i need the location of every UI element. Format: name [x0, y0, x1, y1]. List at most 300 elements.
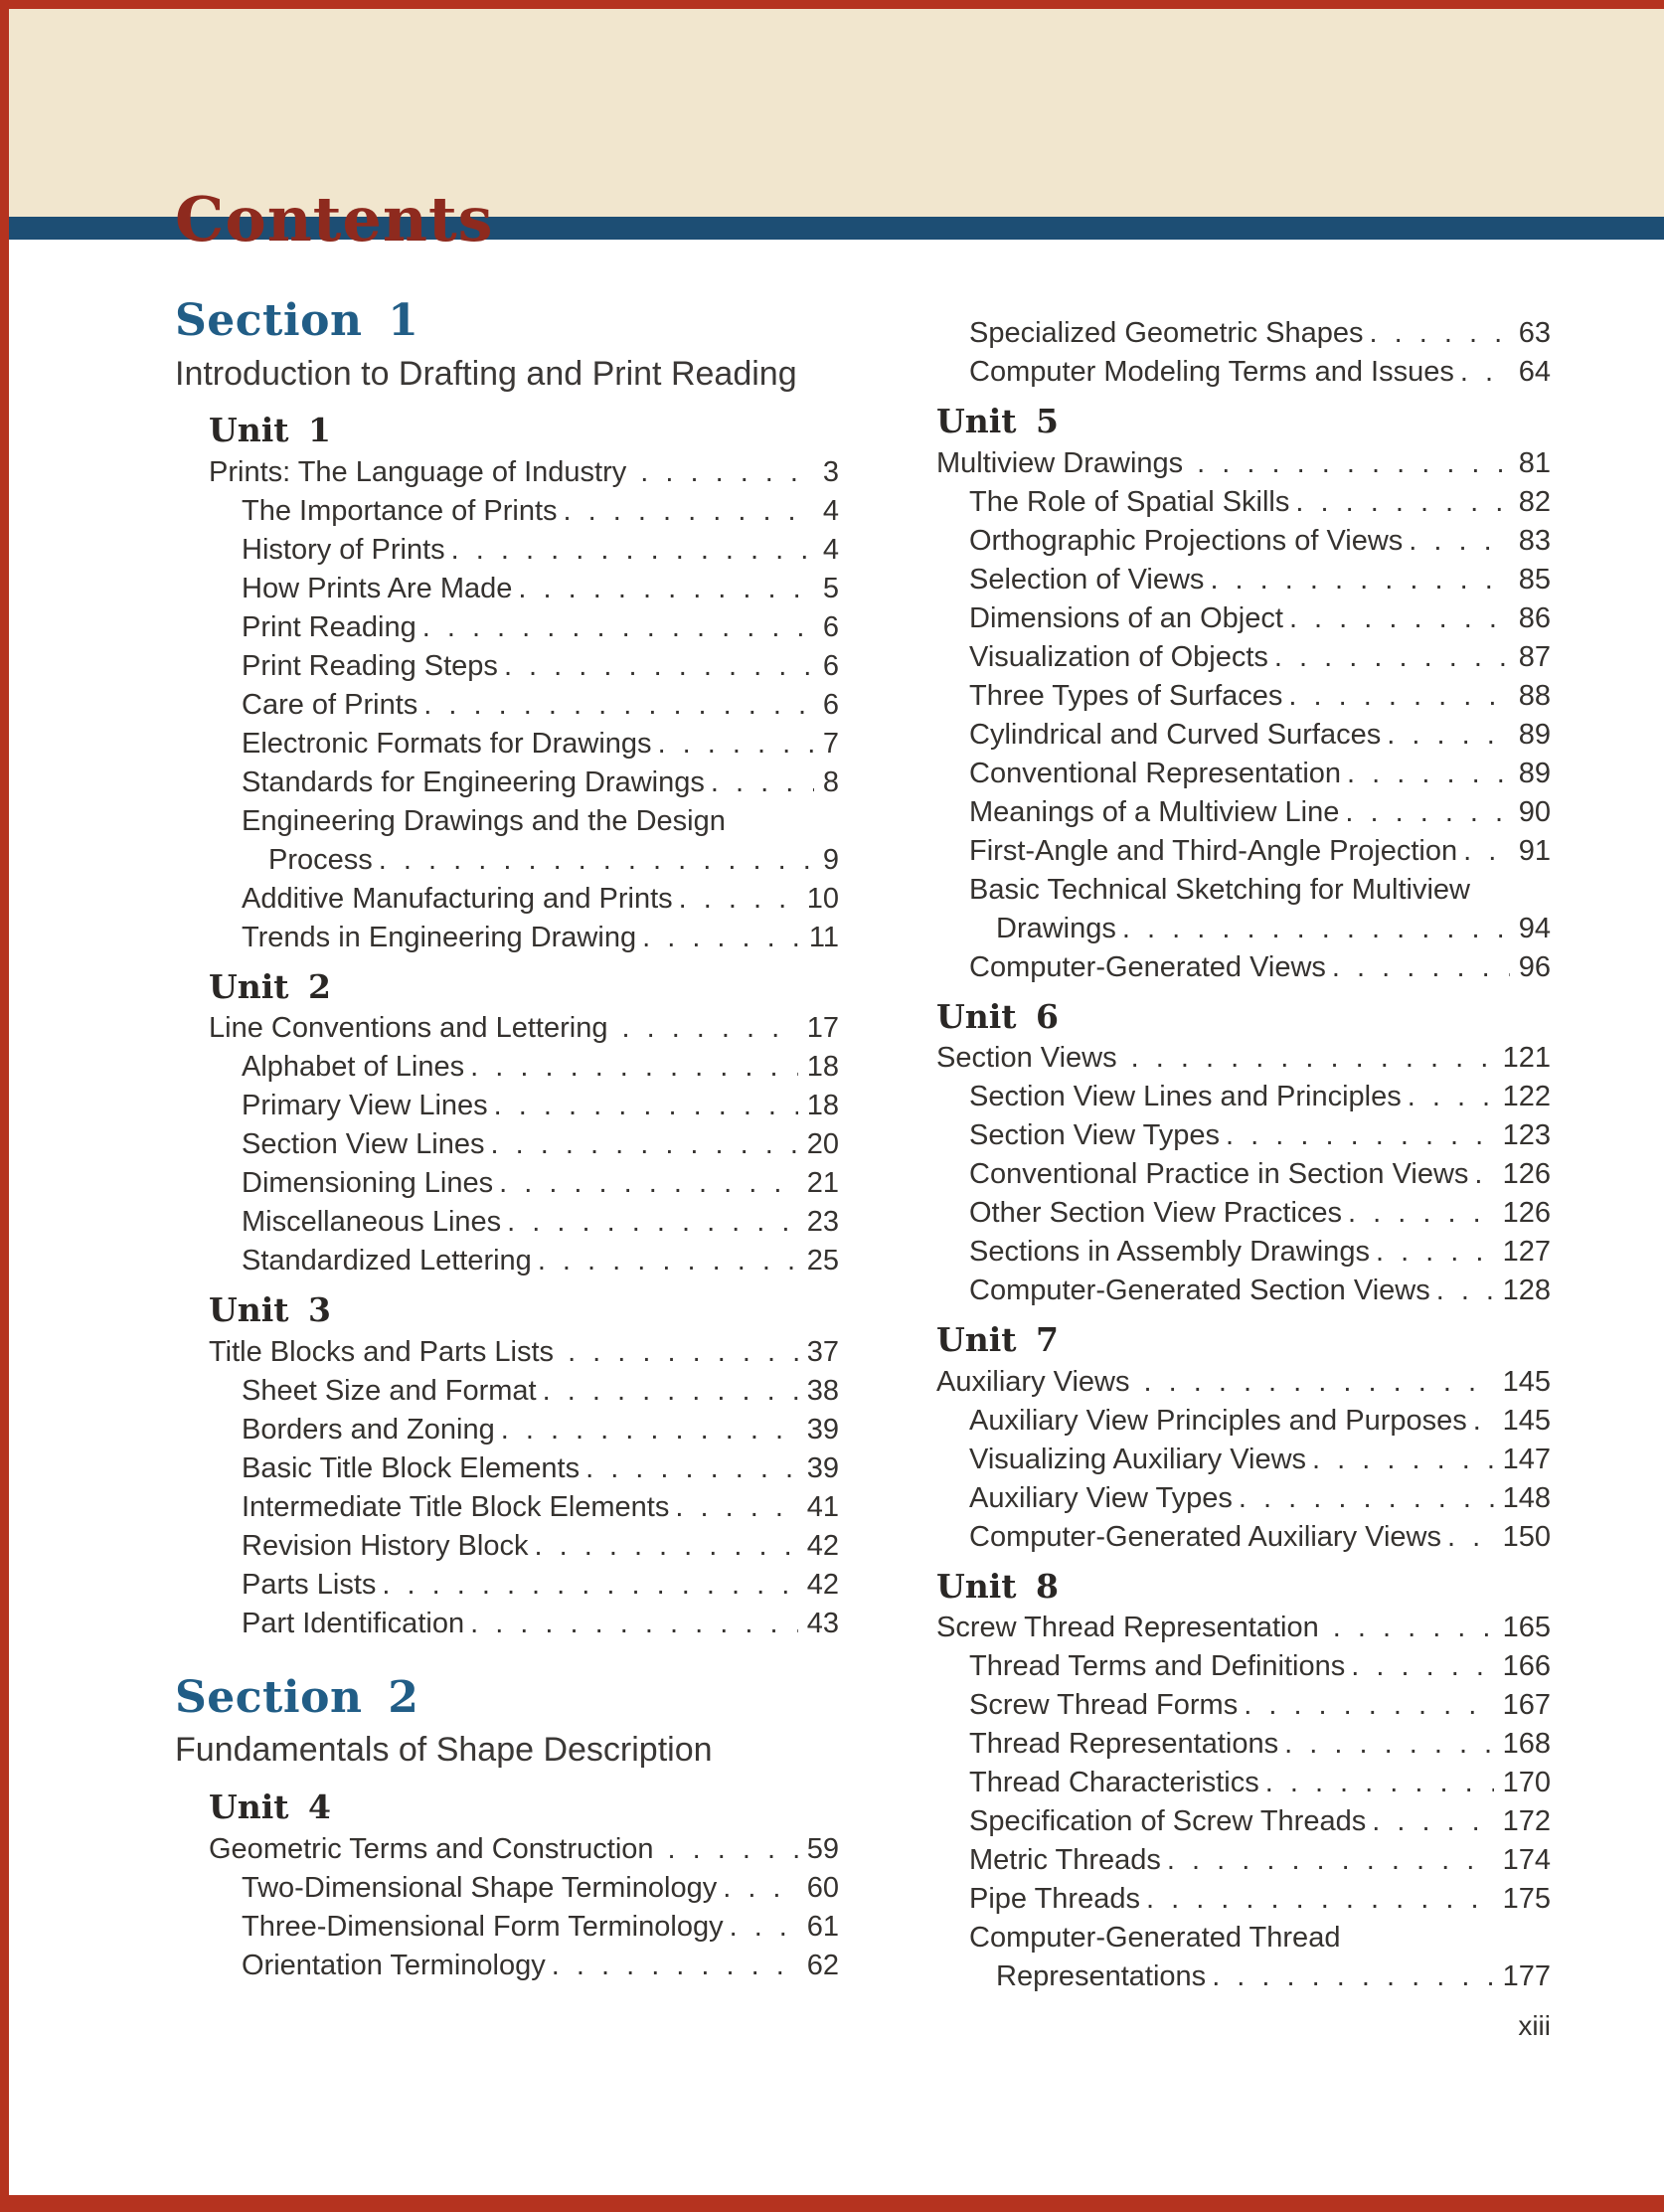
entry-label: Auxiliary Views — [936, 1365, 1130, 1398]
toc-entry — [242, 531, 839, 570]
entry-label: History of Prints — [242, 533, 445, 566]
toc-entry — [242, 919, 839, 957]
toc-entry — [936, 1363, 1551, 1402]
entry-label: Standardized Lettering — [242, 1245, 532, 1277]
dot-leader — [1376, 1233, 1494, 1272]
entry-page: 17 — [806, 1012, 839, 1045]
entry-page: 11 — [808, 921, 839, 953]
unit-block — [936, 1567, 1551, 1997]
dot-leader — [552, 1947, 798, 1985]
entry-page: 128 — [1502, 1275, 1551, 1307]
entry-label: Print Reading — [242, 610, 416, 643]
dot-leader — [1460, 353, 1510, 392]
entry-page: 88 — [1518, 679, 1551, 712]
dot-leader — [668, 1830, 798, 1869]
toc-entry — [242, 570, 839, 608]
dot-leader — [1333, 1609, 1494, 1647]
dot-leader — [507, 1203, 798, 1242]
toc-entry — [969, 1194, 1551, 1233]
entry-page: 10 — [806, 882, 839, 915]
entry-page: 127 — [1502, 1236, 1551, 1269]
entry-label: Sheet Size and Format — [242, 1374, 537, 1407]
entry-page: 3 — [822, 455, 839, 488]
entry-label: Three-Dimensional Form Terminology — [242, 1910, 724, 1943]
toc-entry — [969, 1518, 1551, 1557]
toc-entry — [969, 1802, 1551, 1841]
toc-column-right — [903, 314, 1551, 2006]
unit-continued-entries — [936, 314, 1551, 392]
dot-leader — [470, 1048, 798, 1087]
dot-leader — [711, 764, 814, 802]
entry-page: 96 — [1518, 950, 1551, 983]
toc-entry — [969, 561, 1551, 599]
entry-label: Miscellaneous Lines — [242, 1206, 502, 1239]
toc-entry — [969, 483, 1551, 522]
section-block — [175, 1673, 839, 1772]
dot-leader — [1265, 1764, 1494, 1802]
dot-leader — [518, 570, 813, 608]
entry-page: 86 — [1518, 601, 1551, 634]
dot-leader — [1167, 1841, 1494, 1880]
dot-leader — [1463, 832, 1510, 871]
entry-label: Computer Modeling Terms and Issues — [969, 356, 1454, 388]
toc-entry — [996, 910, 1551, 948]
dot-leader — [1274, 638, 1510, 677]
dot-leader — [568, 1333, 798, 1372]
entry-label: Auxiliary View Principles and Purposes — [969, 1404, 1467, 1437]
dot-leader — [658, 725, 814, 764]
unit-heading: Unit 5 — [936, 402, 1060, 440]
page-title: Contents — [175, 182, 494, 255]
entry-page: 89 — [1518, 757, 1551, 789]
dot-leader — [1295, 483, 1509, 522]
dot-leader — [1143, 1363, 1493, 1402]
dot-leader — [1332, 948, 1510, 987]
toc-column-left — [175, 296, 839, 1995]
entry-label: Electronic Formats for Drawings — [242, 727, 652, 760]
toc-entry — [969, 599, 1551, 638]
entry-page: 170 — [1502, 1767, 1551, 1799]
dot-leader — [1122, 910, 1510, 948]
entry-label: Thread Representations — [969, 1728, 1279, 1761]
dot-leader — [1212, 1957, 1493, 1996]
entry-label: Cylindrical and Curved Surfaces — [969, 718, 1382, 751]
entry-label: Section View Types — [969, 1119, 1221, 1152]
toc-entry — [242, 1566, 839, 1605]
entry-page: 4 — [822, 494, 839, 527]
dot-leader — [1146, 1880, 1494, 1919]
entry-label: Orthographic Projections of Views — [969, 524, 1404, 557]
unit-block — [936, 1320, 1551, 1557]
unit-block — [209, 411, 839, 957]
entry-page: 18 — [806, 1051, 839, 1084]
entry-page: 126 — [1502, 1197, 1551, 1230]
page-edge-bottom — [0, 2195, 1664, 2212]
section-block — [175, 296, 839, 395]
dot-leader — [1370, 314, 1510, 353]
entry-page: 122 — [1502, 1081, 1551, 1113]
unit-block — [936, 997, 1551, 1311]
entry-label: Conventional Representation — [969, 757, 1342, 789]
entry-label: Title Blocks and Parts Lists — [209, 1335, 555, 1368]
entry-label: Engineering Drawings and the Design — [242, 804, 726, 837]
entry-label: Thread Characteristics — [969, 1767, 1259, 1799]
entry-page: 6 — [822, 688, 839, 721]
toc-entry — [969, 677, 1551, 716]
entry-label: Multiview Drawings — [936, 446, 1184, 479]
entry-label: Specialized Geometric Shapes — [969, 317, 1364, 349]
entry-label: Basic Title Block Elements — [242, 1451, 581, 1484]
toc-entry — [242, 764, 839, 802]
entry-page: 63 — [1518, 317, 1551, 349]
toc-entry — [969, 1479, 1551, 1518]
entry-page: 165 — [1502, 1612, 1551, 1644]
entry-label: Specification of Screw Threads — [969, 1805, 1367, 1838]
entry-label: Trends in Engineering Drawing — [242, 921, 637, 953]
entry-label: Basic Technical Sketching for Multiview — [969, 873, 1470, 906]
unit-heading: Unit 4 — [209, 1787, 332, 1826]
dot-leader — [1473, 1402, 1494, 1441]
toc-entry — [969, 1880, 1551, 1919]
entry-label: Screw Thread Representation — [936, 1612, 1319, 1644]
entry-page: 87 — [1518, 640, 1551, 673]
toc-entry — [969, 1272, 1551, 1310]
unit-block — [936, 402, 1551, 987]
dot-leader — [1197, 444, 1510, 483]
dot-leader — [1226, 1116, 1494, 1155]
entry-page: 18 — [806, 1090, 839, 1122]
dot-leader — [422, 608, 814, 647]
entry-page: 42 — [806, 1529, 839, 1562]
dot-leader — [491, 1125, 798, 1164]
entry-label: Primary View Lines — [242, 1090, 488, 1122]
dot-leader — [621, 1009, 797, 1048]
entry-page: 39 — [806, 1451, 839, 1484]
toc-entry — [242, 1908, 839, 1947]
entry-page: 145 — [1502, 1404, 1551, 1437]
dot-leader — [675, 1488, 797, 1527]
entry-page: 61 — [806, 1910, 839, 1943]
entry-label: Pipe Threads — [969, 1883, 1140, 1916]
entry-label: Visualizing Auxiliary Views — [969, 1443, 1307, 1475]
entry-page: 167 — [1502, 1689, 1551, 1722]
entry-label: Representations — [996, 1960, 1207, 1993]
unit-heading: Unit 7 — [936, 1320, 1060, 1360]
dot-leader — [470, 1605, 798, 1643]
dot-leader — [534, 1527, 797, 1566]
entry-label: Meanings of a Multiview Line — [969, 795, 1340, 828]
dot-leader — [538, 1242, 798, 1280]
entry-label: Part Identification — [242, 1607, 465, 1639]
dot-leader — [1409, 522, 1509, 561]
unit-heading: Unit 3 — [209, 1290, 332, 1330]
section-subtitle: Introduction to Drafting and Print Reading — [175, 354, 797, 393]
entry-page: 62 — [806, 1949, 839, 1981]
entry-page: 90 — [1518, 795, 1551, 828]
toc-entry — [969, 1725, 1551, 1764]
dot-leader — [642, 919, 800, 957]
toc-entry — [242, 1203, 839, 1242]
toc-entry — [969, 948, 1551, 987]
dot-leader — [1345, 793, 1509, 832]
toc-entry — [242, 686, 839, 725]
dot-leader — [494, 1087, 798, 1125]
toc-entry — [969, 1402, 1551, 1441]
toc-entry — [936, 444, 1551, 483]
entry-page: 121 — [1502, 1042, 1551, 1075]
dot-leader — [1288, 677, 1509, 716]
entry-label: Computer-Generated Views — [969, 950, 1326, 983]
entry-page: 64 — [1518, 356, 1551, 388]
entry-label: Auxiliary View Types — [969, 1481, 1233, 1514]
entry-page: 85 — [1518, 563, 1551, 596]
dot-leader — [1447, 1518, 1494, 1557]
dot-leader — [679, 880, 798, 919]
entry-label: Computer-Generated Section Views — [969, 1275, 1430, 1307]
toc-entry — [242, 1488, 839, 1527]
toc-entry — [969, 1764, 1551, 1802]
entry-label: Sections in Assembly Drawings — [969, 1236, 1370, 1269]
toc-entry — [969, 1841, 1551, 1880]
unit-heading: Unit 6 — [936, 996, 1060, 1036]
entry-page: 89 — [1518, 718, 1551, 751]
entry-page: 81 — [1518, 446, 1551, 479]
toc-entry — [242, 1947, 839, 1985]
entry-label: Line Conventions and Lettering — [209, 1012, 608, 1045]
unit-heading: Unit 8 — [936, 1566, 1060, 1606]
entry-page: 42 — [806, 1568, 839, 1601]
toc-entry — [936, 1609, 1551, 1647]
toc-entry — [969, 871, 1551, 910]
unit-block — [209, 1787, 839, 1985]
entry-page: 5 — [822, 572, 839, 604]
dot-leader — [1289, 599, 1510, 638]
entry-page: 148 — [1502, 1481, 1551, 1514]
dot-leader — [1387, 716, 1509, 755]
toc-entry — [969, 353, 1551, 392]
toc-entry — [996, 1957, 1551, 1996]
entry-label: First-Angle and Third-Angle Projection — [969, 834, 1458, 867]
dot-leader — [1348, 1194, 1494, 1233]
dot-leader — [423, 686, 814, 725]
dot-leader — [640, 453, 814, 492]
entry-label: Care of Prints — [242, 688, 418, 721]
entry-label: Selection of Views — [969, 563, 1205, 596]
section-heading: Section 2 — [175, 1671, 419, 1723]
toc-entry — [969, 1116, 1551, 1155]
dot-leader — [585, 1449, 798, 1488]
dot-leader — [1244, 1686, 1493, 1725]
toc-entry — [242, 1527, 839, 1566]
dot-leader — [451, 531, 814, 570]
entry-label: Conventional Practice in Section Views — [969, 1158, 1469, 1191]
toc-entry — [936, 1039, 1551, 1078]
dot-leader — [1284, 1725, 1493, 1764]
entry-page: 91 — [1518, 834, 1551, 867]
toc-entry — [242, 1605, 839, 1643]
entry-label: How Prints Are Made — [242, 572, 513, 604]
entry-label: Computer-Generated Auxiliary Views — [969, 1520, 1441, 1553]
dot-leader — [1312, 1441, 1494, 1479]
entry-label: Two-Dimensional Shape Terminology — [242, 1871, 718, 1904]
toc-entry — [242, 647, 839, 686]
entry-label: Alphabet of Lines — [242, 1051, 465, 1084]
toc-entry — [969, 1919, 1551, 1957]
toc-entry — [969, 755, 1551, 793]
dot-leader — [382, 1566, 797, 1605]
toc-entry — [969, 716, 1551, 755]
entry-page: 174 — [1502, 1844, 1551, 1877]
entry-label: Borders and Zoning — [242, 1413, 495, 1446]
toc-entry — [969, 1441, 1551, 1479]
dot-leader — [501, 1411, 798, 1449]
entry-page: 38 — [806, 1374, 839, 1407]
entry-page: 7 — [822, 727, 839, 760]
entry-label: Screw Thread Forms — [969, 1689, 1239, 1722]
entry-label: Prints: The Language of Industry — [209, 455, 627, 488]
entry-label: Section Views — [936, 1042, 1117, 1075]
toc-entry — [969, 832, 1551, 871]
toc-entry — [969, 1686, 1551, 1725]
entry-page: 59 — [806, 1832, 839, 1865]
toc-entry — [242, 725, 839, 764]
dot-leader — [564, 492, 814, 531]
unit-heading: Unit 2 — [209, 966, 332, 1006]
entry-label: Dimensioning Lines — [242, 1167, 494, 1200]
unit-block — [209, 967, 839, 1281]
entry-page: 20 — [806, 1128, 839, 1161]
entry-label: The Importance of Prints — [242, 494, 558, 527]
section-heading: Section 1 — [175, 295, 419, 346]
dot-leader — [543, 1372, 798, 1411]
entry-label: Additive Manufacturing and Prints — [242, 882, 673, 915]
entry-label: Dimensions of an Object — [969, 601, 1283, 634]
toc-entry — [268, 841, 839, 880]
toc-entry — [969, 793, 1551, 832]
toc-entry — [969, 1647, 1551, 1686]
entry-page: 168 — [1502, 1728, 1551, 1761]
entry-page: 172 — [1502, 1805, 1551, 1838]
entry-page: 6 — [822, 610, 839, 643]
entry-label: Computer-Generated Thread — [969, 1922, 1341, 1955]
entry-label: Print Reading Steps — [242, 649, 498, 682]
section-subtitle: Fundamentals of Shape Description — [175, 1731, 713, 1770]
toc-entry — [242, 880, 839, 919]
dot-leader — [1408, 1078, 1494, 1116]
entry-page: 82 — [1518, 485, 1551, 518]
page-edge-left — [0, 0, 9, 2212]
toc-entry — [242, 1869, 839, 1908]
dot-leader — [1474, 1155, 1493, 1194]
dot-leader — [504, 647, 814, 686]
toc-entry — [209, 1333, 839, 1372]
entry-label: Thread Terms and Definitions — [969, 1650, 1346, 1683]
entry-label: Three Types of Surfaces — [969, 679, 1283, 712]
toc-entry — [969, 314, 1551, 353]
dot-leader — [1436, 1272, 1494, 1310]
entry-label: Section View Lines — [242, 1128, 485, 1161]
unit-heading: Unit 1 — [209, 411, 332, 450]
toc-entry — [242, 1087, 839, 1125]
entry-label: Metric Threads — [969, 1844, 1161, 1877]
entry-label: Section View Lines and Principles — [969, 1081, 1402, 1113]
entry-page: 166 — [1502, 1650, 1551, 1683]
dot-leader — [379, 841, 814, 880]
entry-label: Standards for Engineering Drawings — [242, 766, 705, 798]
toc-entry — [969, 1078, 1551, 1116]
entry-page: 37 — [806, 1335, 839, 1368]
entry-page: 6 — [822, 649, 839, 682]
entry-page: 23 — [806, 1206, 839, 1239]
entry-page: 83 — [1518, 524, 1551, 557]
dot-leader — [1372, 1802, 1493, 1841]
entry-label: The Role of Spatial Skills — [969, 485, 1290, 518]
entry-page: 9 — [822, 843, 839, 876]
entry-label: Orientation Terminology — [242, 1949, 546, 1981]
toc-entry — [242, 1125, 839, 1164]
toc-entry — [209, 1830, 839, 1869]
toc-entry — [242, 1449, 839, 1488]
entry-page: 21 — [806, 1167, 839, 1200]
page-number: xiii — [1518, 2010, 1551, 2041]
dot-leader — [1239, 1479, 1494, 1518]
dot-leader — [1131, 1039, 1494, 1078]
toc-entry — [242, 1372, 839, 1411]
entry-page: 25 — [806, 1245, 839, 1277]
entry-page: 4 — [822, 533, 839, 566]
entry-label: Intermediate Title Block Elements — [242, 1490, 670, 1523]
entry-page: 145 — [1502, 1365, 1551, 1398]
dot-leader — [730, 1908, 798, 1947]
entry-label: Drawings — [996, 912, 1116, 944]
entry-page: 60 — [806, 1871, 839, 1904]
entry-label: Parts Lists — [242, 1568, 377, 1601]
dot-leader — [499, 1164, 798, 1203]
entry-page: 8 — [822, 766, 839, 798]
dot-leader — [1347, 755, 1510, 793]
entry-page: 126 — [1502, 1158, 1551, 1191]
entry-label: Other Section View Practices — [969, 1197, 1343, 1230]
toc-entry — [969, 522, 1551, 561]
entry-page: 175 — [1502, 1883, 1551, 1916]
dot-leader — [1351, 1647, 1493, 1686]
page-edge-top — [0, 0, 1664, 9]
entry-label: Process — [268, 843, 373, 876]
entry-page: 41 — [806, 1490, 839, 1523]
toc-entry — [242, 1048, 839, 1087]
dot-leader — [723, 1869, 798, 1908]
entry-page: 147 — [1502, 1443, 1551, 1475]
entry-page: 150 — [1502, 1520, 1551, 1553]
toc-entry — [969, 1233, 1551, 1272]
toc-entry — [242, 608, 839, 647]
toc-entry — [969, 638, 1551, 677]
entry-label: Visualization of Objects — [969, 640, 1268, 673]
toc-entry — [242, 1164, 839, 1203]
entry-page: 94 — [1518, 912, 1551, 944]
toc-entry — [209, 1009, 839, 1048]
toc-entry — [242, 1411, 839, 1449]
toc-entry — [242, 1242, 839, 1280]
entry-page: 39 — [806, 1413, 839, 1446]
entry-page: 123 — [1502, 1119, 1551, 1152]
entry-page: 177 — [1502, 1960, 1551, 1993]
unit-block — [209, 1290, 839, 1643]
toc-entry — [242, 802, 839, 841]
toc-entry — [209, 453, 839, 492]
entry-label: Revision History Block — [242, 1529, 529, 1562]
entry-label: Geometric Terms and Construction — [209, 1832, 654, 1865]
